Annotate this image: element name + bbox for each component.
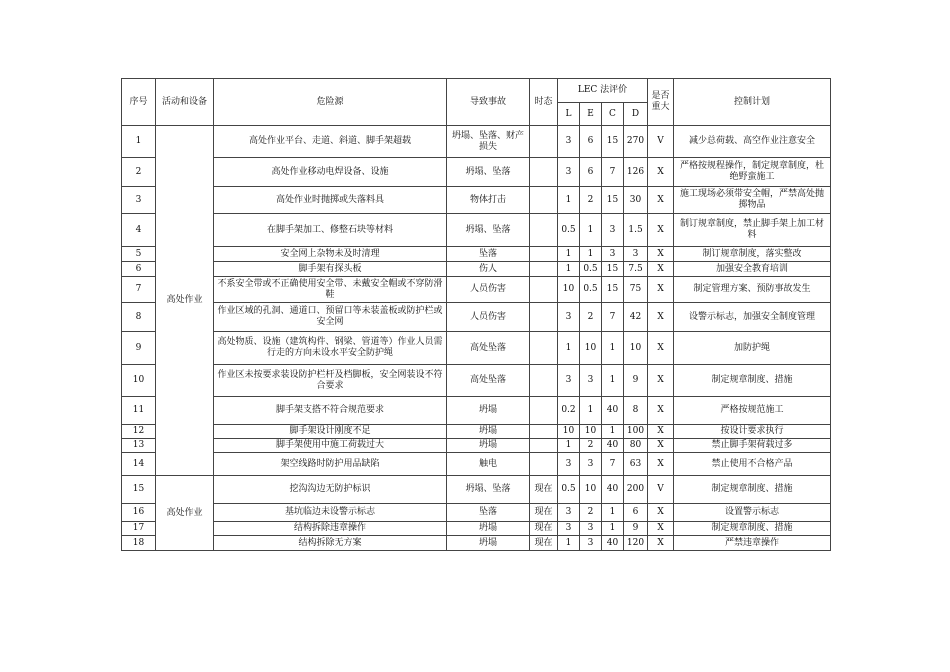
row-state — [530, 126, 558, 158]
row-lec-l: 1 — [558, 247, 580, 262]
row-hazard: 不系安全带或不正确使用安全带、未戴安全帽或不穿防滑鞋 — [214, 277, 447, 303]
row-state — [530, 439, 558, 453]
row-lec-c: 3 — [602, 214, 624, 247]
row-major: X — [648, 214, 674, 247]
row-lec-e: 6 — [580, 158, 602, 187]
row-seq: 10 — [122, 365, 156, 397]
row-accident: 坠落 — [447, 247, 530, 262]
row-state — [530, 277, 558, 303]
table-row — [122, 126, 831, 158]
table-row — [122, 277, 831, 303]
table-row — [122, 439, 831, 453]
row-lec-e: 1 — [580, 397, 602, 425]
row-seq: 14 — [122, 453, 156, 476]
row-state — [530, 332, 558, 365]
table-row — [122, 247, 831, 262]
row-lec-e: 2 — [580, 303, 602, 332]
row-lec-l: 10 — [558, 425, 580, 439]
row-lec-d: 1.5 — [624, 214, 648, 247]
row-plan: 制订规章制度，禁止脚手架上加工材料 — [674, 214, 831, 247]
row-hazard: 脚手架设计刚度不足 — [214, 425, 447, 439]
row-seq: 12 — [122, 425, 156, 439]
row-lec-e: 0.5 — [580, 277, 602, 303]
row-lec-e: 10 — [580, 476, 602, 504]
row-seq: 7 — [122, 277, 156, 303]
row-major: X — [648, 277, 674, 303]
row-lec-d: 6 — [624, 504, 648, 522]
row-accident: 坍塌 — [447, 425, 530, 439]
row-lec-l: 1 — [558, 332, 580, 365]
row-lec-l: 3 — [558, 365, 580, 397]
row-lec-c: 15 — [602, 277, 624, 303]
row-state — [530, 214, 558, 247]
header-lec: LEC 法评价 — [558, 79, 648, 103]
table-row — [122, 365, 831, 397]
row-plan: 严格按规程操作，制定规章制度，杜绝野蛮施工 — [674, 158, 831, 187]
row-lec-c: 15 — [602, 187, 624, 214]
row-plan: 施工现场必须带安全帽，严禁高处抛掷物品 — [674, 187, 831, 214]
row-state: 现在 — [530, 536, 558, 551]
row-lec-l: 0.5 — [558, 214, 580, 247]
row-seq: 4 — [122, 214, 156, 247]
row-hazard: 基坑临边未设警示标志 — [214, 504, 447, 522]
header-lec-l: L — [558, 103, 580, 126]
row-plan: 按设计要求执行 — [674, 425, 831, 439]
row-lec-d: 200 — [624, 476, 648, 504]
row-lec-l: 1 — [558, 439, 580, 453]
row-lec-e: 0.5 — [580, 262, 602, 277]
row-lec-d: 8 — [624, 397, 648, 425]
row-state — [530, 425, 558, 439]
row-seq: 1 — [122, 126, 156, 158]
row-hazard: 安全网上杂物未及时清理 — [214, 247, 447, 262]
row-state — [530, 158, 558, 187]
row-lec-d: 126 — [624, 158, 648, 187]
row-major: X — [648, 303, 674, 332]
row-hazard: 高处作业平台、走道、斜道、脚手架超载 — [214, 126, 447, 158]
row-lec-c: 7 — [602, 158, 624, 187]
row-state: 现在 — [530, 522, 558, 536]
row-lec-d: 63 — [624, 453, 648, 476]
row-lec-c: 40 — [602, 439, 624, 453]
row-lec-l: 1 — [558, 262, 580, 277]
row-lec-e: 3 — [580, 522, 602, 536]
header-hazard: 危险源 — [214, 79, 447, 126]
row-seq: 13 — [122, 439, 156, 453]
group-activity: 高处作业 — [156, 126, 214, 476]
row-seq: 11 — [122, 397, 156, 425]
row-lec-l: 0.2 — [558, 397, 580, 425]
row-lec-l: 3 — [558, 158, 580, 187]
table-row — [122, 187, 831, 214]
row-lec-e: 3 — [580, 453, 602, 476]
row-lec-d: 42 — [624, 303, 648, 332]
row-accident: 坠落 — [447, 504, 530, 522]
row-lec-l: 10 — [558, 277, 580, 303]
row-lec-d: 75 — [624, 277, 648, 303]
table-row — [122, 214, 831, 247]
row-plan: 禁止使用不合格产品 — [674, 453, 831, 476]
row-lec-c: 7 — [602, 303, 624, 332]
row-seq: 8 — [122, 303, 156, 332]
row-lec-e: 2 — [580, 504, 602, 522]
row-lec-l: 3 — [558, 504, 580, 522]
row-hazard: 高处作业时抛掷或失落料具 — [214, 187, 447, 214]
header-lec-e: E — [580, 103, 602, 126]
row-lec-d: 9 — [624, 365, 648, 397]
row-plan: 减少总荷载、高空作业注意安全 — [674, 126, 831, 158]
row-major: X — [648, 453, 674, 476]
row-plan: 加强安全教育培训 — [674, 262, 831, 277]
row-major: X — [648, 425, 674, 439]
row-plan: 制订规章制度，落实整改 — [674, 247, 831, 262]
row-accident: 坍塌、坠落 — [447, 214, 530, 247]
row-lec-e: 1 — [580, 214, 602, 247]
row-plan: 制定规章制度、措施 — [674, 522, 831, 536]
row-state — [530, 365, 558, 397]
row-seq: 17 — [122, 522, 156, 536]
row-accident: 坍塌 — [447, 397, 530, 425]
table-row — [122, 397, 831, 425]
row-seq: 18 — [122, 536, 156, 551]
row-lec-c: 1 — [602, 365, 624, 397]
row-plan: 制定规章制度、措施 — [674, 476, 831, 504]
row-major: X — [648, 332, 674, 365]
header-state: 时态 — [530, 79, 558, 126]
table-row — [122, 425, 831, 439]
row-hazard: 架空线路时防护用品缺陷 — [214, 453, 447, 476]
row-lec-d: 80 — [624, 439, 648, 453]
row-hazard: 挖沟沟边无防护标识 — [214, 476, 447, 504]
row-hazard: 结构拆除违章操作 — [214, 522, 447, 536]
row-state — [530, 453, 558, 476]
row-lec-e: 10 — [580, 425, 602, 439]
row-hazard: 结构拆除无方案 — [214, 536, 447, 551]
row-lec-l: 0.5 — [558, 476, 580, 504]
row-hazard: 脚手架使用中施工荷载过大 — [214, 439, 447, 453]
row-lec-d: 30 — [624, 187, 648, 214]
row-hazard: 作业区未按要求装设防护栏杆及档脚板，安全网装设不符合要求 — [214, 365, 447, 397]
row-hazard: 脚手架有探头板 — [214, 262, 447, 277]
row-lec-c: 1 — [602, 425, 624, 439]
row-plan: 加防护绳 — [674, 332, 831, 365]
row-lec-d: 120 — [624, 536, 648, 551]
table-row — [122, 262, 831, 277]
row-lec-l: 3 — [558, 126, 580, 158]
row-seq: 5 — [122, 247, 156, 262]
row-lec-e: 10 — [580, 332, 602, 365]
row-lec-d: 100 — [624, 425, 648, 439]
row-lec-d: 10 — [624, 332, 648, 365]
row-plan: 制定规章制度、措施 — [674, 365, 831, 397]
row-accident: 人员伤害 — [447, 277, 530, 303]
table-row — [122, 303, 831, 332]
row-major: X — [648, 522, 674, 536]
row-accident: 物体打击 — [447, 187, 530, 214]
header-lec-c: C — [602, 103, 624, 126]
row-major: X — [648, 247, 674, 262]
row-lec-d: 7.5 — [624, 262, 648, 277]
row-lec-l: 1 — [558, 187, 580, 214]
row-accident: 坍塌、坠落 — [447, 158, 530, 187]
row-plan: 严禁违章操作 — [674, 536, 831, 551]
row-hazard: 脚手架支搭不符合规范要求 — [214, 397, 447, 425]
row-lec-c: 1 — [602, 522, 624, 536]
row-lec-e: 3 — [580, 365, 602, 397]
row-major: X — [648, 397, 674, 425]
table-row — [122, 504, 831, 522]
table-row — [122, 522, 831, 536]
row-seq: 6 — [122, 262, 156, 277]
row-lec-e: 1 — [580, 247, 602, 262]
table-row — [122, 453, 831, 476]
row-major: X — [648, 504, 674, 522]
row-lec-l: 1 — [558, 536, 580, 551]
table-row — [122, 158, 831, 187]
risk-assessment-table — [121, 78, 831, 551]
row-accident: 伤人 — [447, 262, 530, 277]
row-major: X — [648, 365, 674, 397]
header-accident: 导致事故 — [447, 79, 530, 126]
row-hazard: 作业区域的孔洞、通道口、预留口等未装盖板或防护栏或安全网 — [214, 303, 447, 332]
row-lec-l: 3 — [558, 303, 580, 332]
row-plan: 禁止脚手架荷载过多 — [674, 439, 831, 453]
row-major: X — [648, 536, 674, 551]
row-accident: 坍塌、坠落、财产损失 — [447, 126, 530, 158]
row-lec-d: 9 — [624, 522, 648, 536]
header-seq: 序号 — [122, 79, 156, 126]
table-row — [122, 476, 831, 504]
row-lec-e: 6 — [580, 126, 602, 158]
row-state: 现在 — [530, 476, 558, 504]
table-body — [122, 126, 831, 551]
row-lec-c: 3 — [602, 247, 624, 262]
row-lec-c: 40 — [602, 536, 624, 551]
row-lec-c: 40 — [602, 397, 624, 425]
table-row — [122, 536, 831, 551]
row-state — [530, 303, 558, 332]
row-lec-l: 3 — [558, 522, 580, 536]
row-lec-l: 3 — [558, 453, 580, 476]
row-hazard: 高处作业移动电焊设备、设施 — [214, 158, 447, 187]
row-lec-c: 15 — [602, 126, 624, 158]
row-accident: 高处坠落 — [447, 332, 530, 365]
row-accident: 人员伤害 — [447, 303, 530, 332]
row-lec-c: 1 — [602, 504, 624, 522]
header-lec-d: D — [624, 103, 648, 126]
row-plan: 设置警示标志 — [674, 504, 831, 522]
row-seq: 3 — [122, 187, 156, 214]
row-accident: 高处坠落 — [447, 365, 530, 397]
row-lec-d: 3 — [624, 247, 648, 262]
row-major: X — [648, 262, 674, 277]
row-accident: 坍塌 — [447, 536, 530, 551]
row-seq: 16 — [122, 504, 156, 522]
row-plan: 设警示标志，加强安全制度管理 — [674, 303, 831, 332]
row-accident: 坍塌 — [447, 522, 530, 536]
row-lec-e: 2 — [580, 439, 602, 453]
row-state — [530, 187, 558, 214]
row-hazard: 在脚手架加工、修整石块等材料 — [214, 214, 447, 247]
header-activity: 活动和设备 — [156, 79, 214, 126]
row-lec-d: 270 — [624, 126, 648, 158]
header-major: 是否重大 — [648, 79, 674, 126]
row-state: 现在 — [530, 504, 558, 522]
row-hazard: 高处物质、设施（建筑构件、钢梁、管道等）作业人员需行走的方向未设水平安全防护绳 — [214, 332, 447, 365]
row-major: V — [648, 476, 674, 504]
row-state — [530, 397, 558, 425]
group-activity: 高处作业 — [156, 476, 214, 551]
row-lec-e: 3 — [580, 536, 602, 551]
row-major: X — [648, 439, 674, 453]
row-lec-c: 40 — [602, 476, 624, 504]
header-plan: 控制计划 — [674, 79, 831, 126]
row-accident: 坍塌、坠落 — [447, 476, 530, 504]
row-plan: 严格按规范施工 — [674, 397, 831, 425]
row-seq: 15 — [122, 476, 156, 504]
row-state — [530, 262, 558, 277]
row-state — [530, 247, 558, 262]
row-major: X — [648, 158, 674, 187]
row-lec-c: 7 — [602, 453, 624, 476]
row-major: X — [648, 187, 674, 214]
row-seq: 9 — [122, 332, 156, 365]
row-accident: 触电 — [447, 453, 530, 476]
row-lec-e: 2 — [580, 187, 602, 214]
row-accident: 坍塌 — [447, 439, 530, 453]
row-major: V — [648, 126, 674, 158]
row-lec-c: 1 — [602, 332, 624, 365]
table-row — [122, 332, 831, 365]
row-lec-c: 15 — [602, 262, 624, 277]
row-plan: 制定管理方案、预防事故发生 — [674, 277, 831, 303]
row-seq: 2 — [122, 158, 156, 187]
